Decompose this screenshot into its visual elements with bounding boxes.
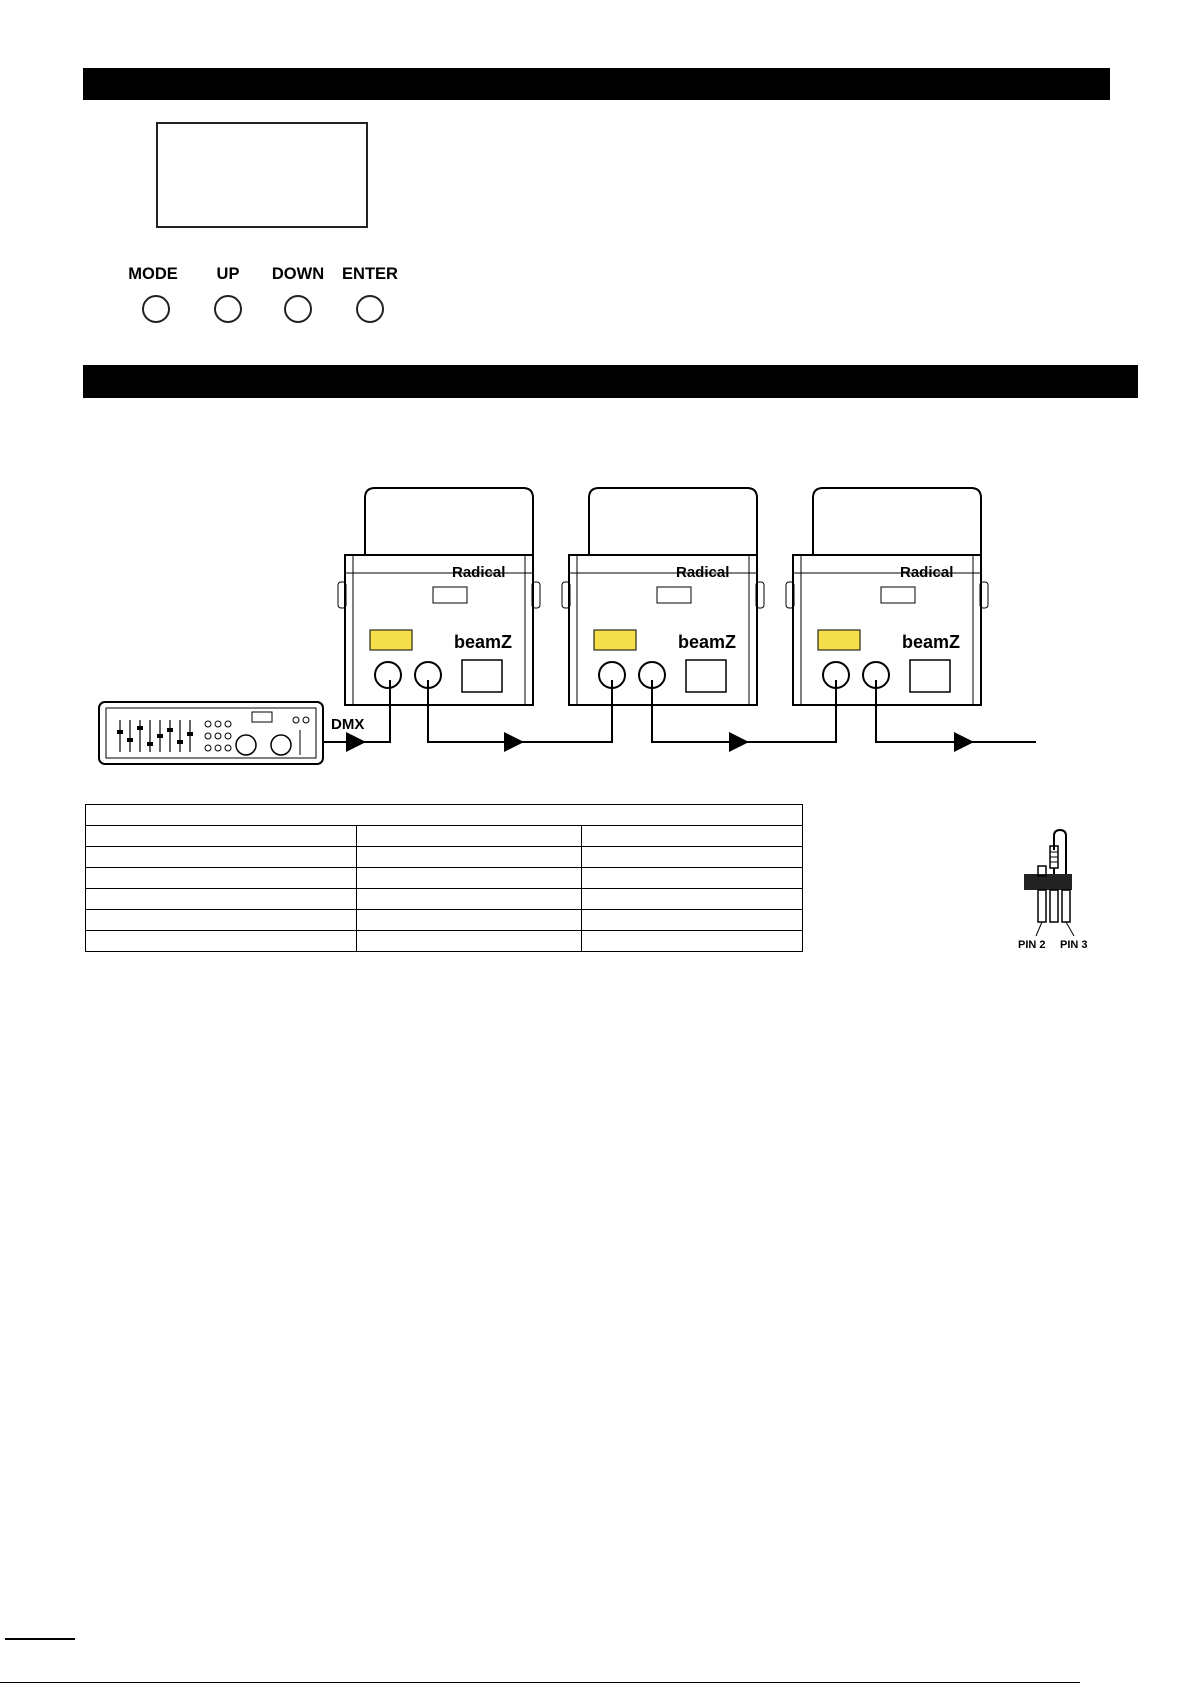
mode-label: MODE <box>128 265 178 283</box>
dmx-wiring-diagram <box>0 470 1192 780</box>
enter-label: ENTER <box>342 265 398 283</box>
table-cell <box>86 931 357 952</box>
table-row <box>86 805 803 826</box>
down-button[interactable] <box>284 295 312 323</box>
fixture-2 <box>562 488 764 705</box>
fixture-1-title: Radical <box>452 564 506 581</box>
fixture-1 <box>338 488 540 705</box>
table-row <box>86 868 803 889</box>
up-button[interactable] <box>214 295 242 323</box>
mode-button[interactable] <box>142 295 170 323</box>
enter-button[interactable] <box>356 295 384 323</box>
section-header-bar-2 <box>83 365 1138 398</box>
table-cell <box>86 826 357 847</box>
table-cell <box>86 910 357 931</box>
page-bottom-line <box>0 1682 1080 1683</box>
table-row <box>86 910 803 931</box>
table-cell <box>86 847 357 868</box>
fixture-3-brand: beamZ <box>902 632 961 652</box>
dmx-cable-label: DMX <box>331 716 365 733</box>
table-cell <box>357 931 582 952</box>
dmx-table <box>85 804 803 952</box>
table-cell <box>582 931 803 952</box>
table-cell <box>86 805 803 826</box>
fixture-3-title: Radical <box>900 564 954 581</box>
table-row <box>86 847 803 868</box>
up-label: UP <box>216 265 240 283</box>
dmx-controller <box>99 702 323 764</box>
footer-rule <box>5 1638 75 1640</box>
table-cell <box>582 847 803 868</box>
fixture-1-brand: beamZ <box>454 632 513 652</box>
down-label: DOWN <box>271 265 325 283</box>
fixture-2-title: Radical <box>676 564 730 581</box>
table-cell <box>582 868 803 889</box>
lcd-display <box>156 122 368 228</box>
table-row <box>86 826 803 847</box>
terminator-connector-icon <box>1010 826 1110 936</box>
table-row <box>86 931 803 952</box>
pin-3-label: PIN 3 <box>1060 939 1088 951</box>
table-cell <box>582 889 803 910</box>
section-header-bar-1 <box>83 68 1110 100</box>
table-cell <box>86 868 357 889</box>
table-cell <box>582 826 803 847</box>
pin-2-label: PIN 2 <box>1018 939 1046 951</box>
fixture-3 <box>786 488 988 705</box>
table-cell <box>357 868 582 889</box>
table-cell <box>357 826 582 847</box>
fixture-2-brand: beamZ <box>678 632 737 652</box>
table-row <box>86 889 803 910</box>
table-cell <box>86 889 357 910</box>
table-cell <box>582 910 803 931</box>
table-cell <box>357 910 582 931</box>
table-cell <box>357 889 582 910</box>
table-cell <box>357 847 582 868</box>
